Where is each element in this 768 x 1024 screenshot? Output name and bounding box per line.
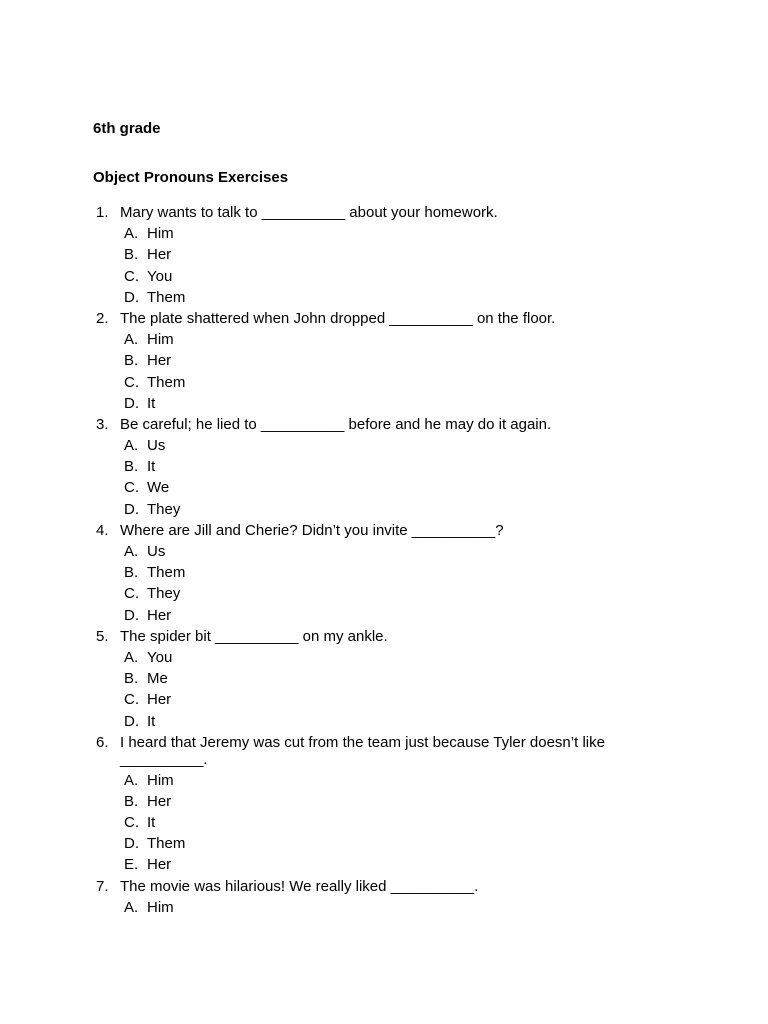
- option-letter: C.: [124, 267, 139, 285]
- question-line: [0, 876, 768, 897]
- option-letter: B.: [124, 352, 139, 370]
- option-text: Us: [147, 437, 166, 455]
- question-number: 4.: [96, 521, 109, 539]
- option-letter: C.: [124, 814, 139, 832]
- question-7: [0, 876, 768, 918]
- option-text: Him: [147, 771, 174, 789]
- option-b: [0, 456, 768, 477]
- question-text: Mary wants to talk to __________ about your homework.: [120, 204, 498, 221]
- option-letter: B.: [124, 458, 139, 476]
- option-letter: D.: [124, 394, 139, 412]
- question-1: [0, 202, 768, 308]
- option-a: [0, 329, 768, 350]
- question-text: The movie was hilarious! We really liked __________.: [120, 877, 479, 895]
- option-text: It: [147, 458, 156, 476]
- option-text: They: [147, 585, 181, 603]
- question-text: The spider bit __________ on my ankle.: [120, 627, 388, 645]
- question-4: [0, 520, 768, 626]
- option-text: Us: [147, 543, 166, 560]
- option-list: [0, 770, 768, 876]
- question-number: 5.: [96, 627, 109, 645]
- option-d: [0, 605, 768, 626]
- question-line: [0, 520, 768, 541]
- option-letter: B.: [124, 246, 139, 264]
- option-a: [0, 223, 768, 244]
- option-letter: D.: [124, 500, 139, 518]
- option-text: Her: [147, 856, 172, 874]
- option-text: They: [147, 500, 181, 518]
- option-text: It: [147, 394, 156, 412]
- option-letter: B.: [124, 792, 139, 810]
- question-text: Be careful; he lied to __________ before and he may do it again.: [120, 415, 552, 433]
- option-letter: A.: [124, 898, 139, 916]
- option-list: [0, 223, 768, 308]
- option-e: [0, 854, 768, 875]
- option-letter: D.: [124, 712, 139, 730]
- option-letter: C.: [124, 479, 139, 497]
- option-text: You: [147, 648, 173, 666]
- option-list: [0, 329, 768, 414]
- question-line: [0, 202, 768, 223]
- question-line: [0, 414, 768, 435]
- option-text: It: [147, 712, 156, 730]
- question-2: [0, 308, 768, 414]
- question-text: I heard that Jeremy was cut from the team just because Tyler doesn’t like __________.: [120, 733, 605, 768]
- grade-heading: 6th grade: [93, 120, 161, 137]
- option-letter: A.: [124, 225, 139, 243]
- option-text: You: [147, 267, 173, 285]
- option-d: [0, 393, 768, 414]
- option-text: Her: [147, 352, 172, 370]
- option-c: [0, 689, 768, 710]
- option-list: [0, 541, 768, 626]
- question-text: The plate shattered when John dropped __________ on the floor.: [120, 309, 556, 327]
- option-text: Him: [147, 331, 174, 349]
- question-3: [0, 414, 768, 520]
- option-b: [0, 791, 768, 812]
- option-letter: C.: [124, 373, 139, 391]
- option-b: [0, 562, 768, 583]
- option-letter: A.: [124, 331, 139, 349]
- option-letter: C.: [124, 585, 139, 603]
- option-text: Her: [147, 606, 172, 624]
- option-letter: A.: [124, 543, 139, 560]
- option-text: Her: [147, 691, 172, 709]
- question-number: 1.: [96, 204, 109, 221]
- option-list: [0, 435, 768, 520]
- question-line: [0, 626, 768, 647]
- option-text: We: [147, 479, 170, 497]
- option-text: Them: [147, 288, 186, 306]
- option-d: [0, 287, 768, 308]
- option-a: [0, 647, 768, 668]
- option-text: Them: [147, 835, 186, 853]
- question-number: 6.: [96, 733, 109, 751]
- question-line: [0, 732, 768, 770]
- option-text: Him: [147, 225, 174, 243]
- option-a: [0, 897, 768, 918]
- option-a: [0, 770, 768, 791]
- option-c: [0, 812, 768, 833]
- option-a: [0, 541, 768, 562]
- question-5: [0, 626, 768, 732]
- question-number: 7.: [96, 877, 109, 895]
- option-letter: D.: [124, 288, 139, 306]
- option-text: Them: [147, 373, 186, 391]
- option-c: [0, 477, 768, 498]
- option-text: Her: [147, 792, 172, 810]
- option-c: [0, 583, 768, 604]
- option-letter: B.: [124, 670, 139, 688]
- option-letter: A.: [124, 648, 139, 666]
- option-b: [0, 244, 768, 265]
- question-6: [0, 732, 768, 876]
- option-letter: D.: [124, 835, 139, 853]
- option-text: It: [147, 814, 156, 832]
- option-c: [0, 266, 768, 287]
- question-number: 3.: [96, 415, 109, 433]
- option-b: [0, 350, 768, 371]
- question-list: [0, 202, 768, 918]
- exercise-title: Object Pronouns Exercises: [93, 169, 289, 186]
- question-line: [0, 308, 768, 329]
- option-c: [0, 372, 768, 393]
- question-number: 2.: [96, 309, 109, 327]
- option-a: [0, 435, 768, 456]
- option-letter: C.: [124, 691, 139, 709]
- option-text: Me: [147, 670, 168, 688]
- option-letter: D.: [124, 606, 139, 624]
- option-list: [0, 897, 768, 918]
- option-d: [0, 833, 768, 854]
- option-text: Them: [147, 564, 186, 582]
- option-list: [0, 647, 768, 732]
- option-letter: E.: [124, 856, 139, 874]
- option-letter: B.: [124, 564, 139, 582]
- option-b: [0, 668, 768, 689]
- option-letter: A.: [124, 771, 139, 789]
- option-d: [0, 711, 768, 732]
- option-d: [0, 499, 768, 520]
- option-text: Him: [147, 898, 174, 916]
- option-letter: A.: [124, 437, 139, 455]
- option-text: Her: [147, 246, 172, 264]
- question-text: Where are Jill and Cherie? Didn’t you invite __________?: [120, 521, 504, 539]
